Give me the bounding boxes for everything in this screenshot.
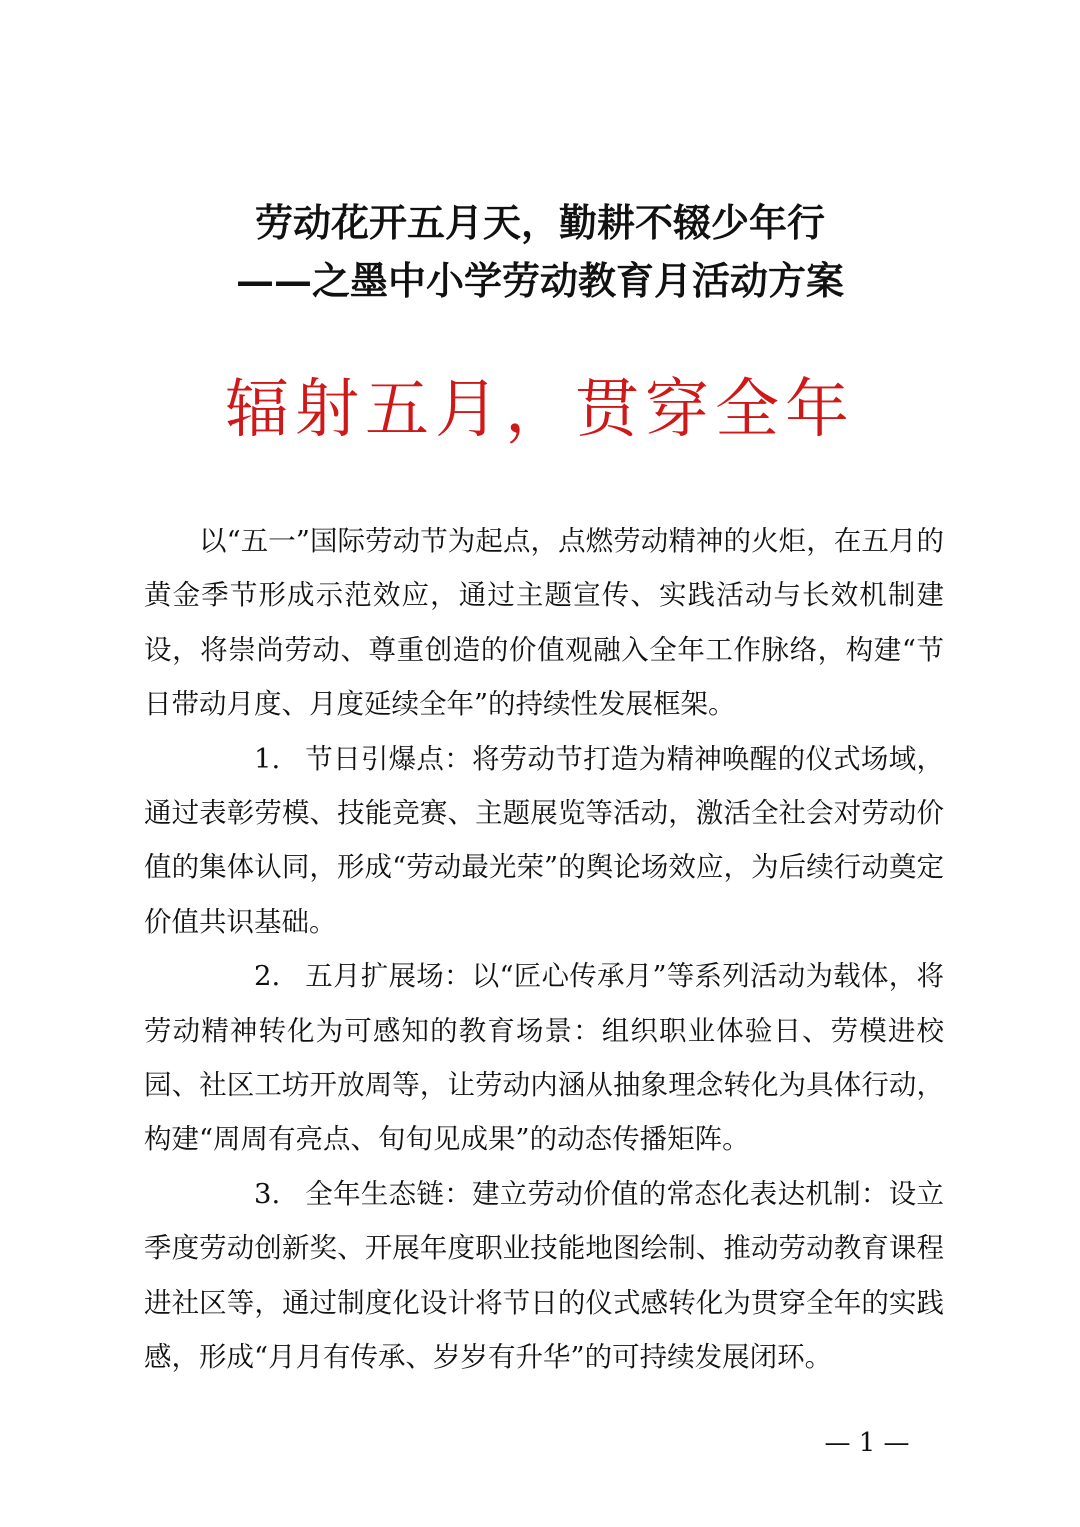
item-number: 3.	[254, 1177, 281, 1210]
item-text: 节日引爆点：将劳动节打造为精神唤醒的仪式场域，通过表彰劳模、技能竞赛、主题展览等活动，激活全社会对劳动价值的集体认同，形成“劳动最光荣”的舆论场效应，为后续行动奠定价值共识基础。	[144, 742, 944, 938]
red-heading: 辐射五月，贯穿全年	[225, 373, 855, 447]
page-number: — 1 —	[824, 1428, 910, 1458]
intro-paragraph: 以“五一”国际劳动节为起点，点燃劳动精神的火炬，在五月的黄金季节形成示范效应，通过主题宣传、实践活动与长效机制建设，将崇尚劳动、尊重创造的价值观融入全年工作脉络，构建“节日带动月度、月度延续全年”的持续性发展框架。	[144, 525, 944, 721]
list-item	[144, 949, 944, 1167]
item-number: 2.	[254, 960, 281, 993]
document-title-line2: ——之墨中小学劳动教育月活动方案	[235, 258, 844, 303]
item-text: 五月扩展场：以“匠心传承月”等系列活动为载体，将劳动精神转化为可感知的教育场景：组织职业体验日、劳模进校园、社区工坊开放周等，让劳动内涵从抽象理念转化为具体行动，构建“周周有亮点、旬旬见成果”的动态传播矩阵。	[144, 960, 944, 1156]
body-text	[144, 514, 944, 1385]
item-text: 全年生态链：建立劳动价值的常态化表达机制：设立季度劳动创新奖、开展年度职业技能地图绘制、推动劳动教育课程进社区等，通过制度化设计将节日的仪式感转化为贯穿全年的实践感，形成“月月有传承、岁岁有升华”的可持续发展闭环。	[144, 1177, 944, 1374]
item-number: 1.	[254, 742, 281, 775]
list-item	[144, 732, 944, 950]
document-title-line1: 劳动花开五月天，勤耕不辍少年行	[254, 200, 825, 245]
list-item	[144, 1167, 944, 1385]
